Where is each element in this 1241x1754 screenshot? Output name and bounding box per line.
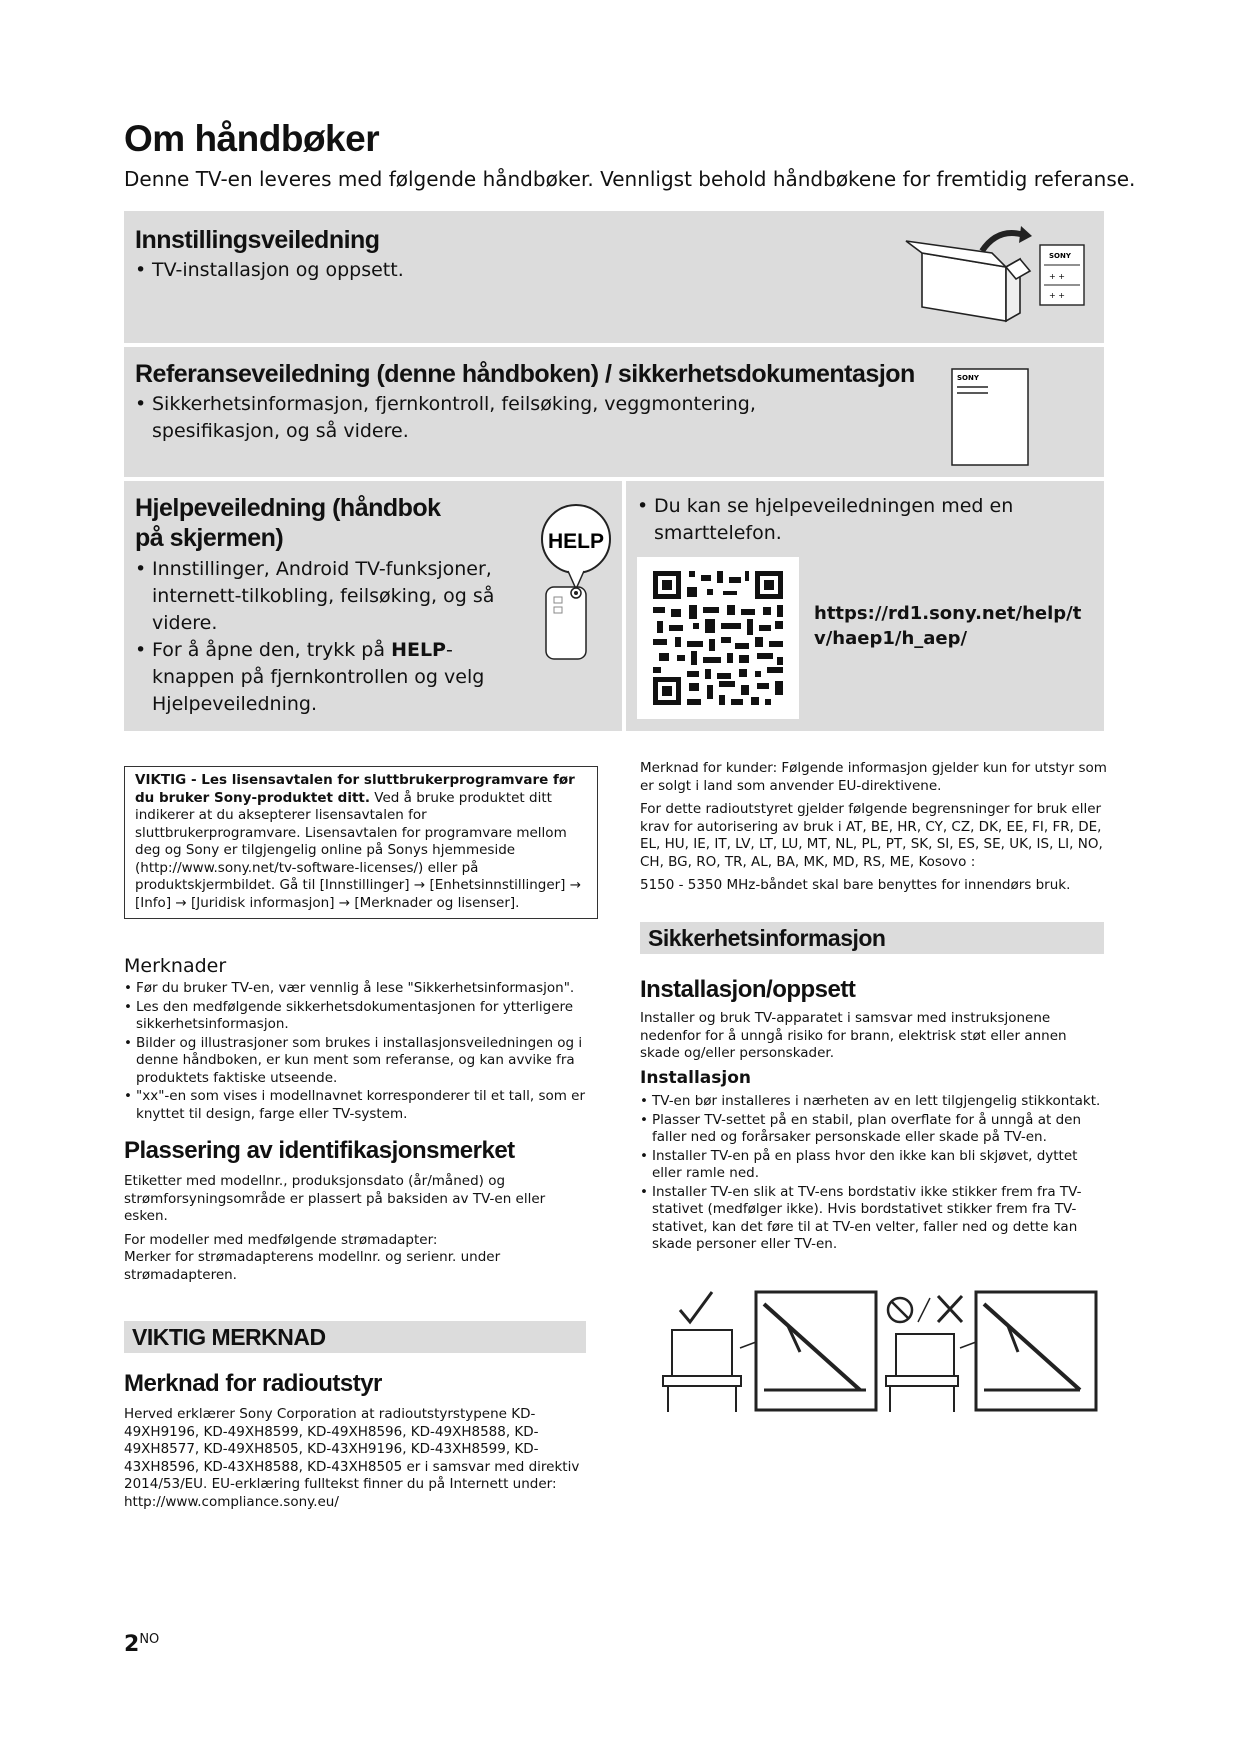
list-item: • Les den medfølgende sikkerhetsdokumentasjonen for ytterligere sikkerhetsinformasjon.: [124, 999, 594, 1034]
page-intro: Denne TV-en leveres med følgende håndbøker. Vennligst behold håndbøkene for fremtidig referanse.: [124, 167, 1136, 191]
license-notice-bold: VIKTIG - Les lisensavtalen for sluttbrukerprogramvare før du bruker Sony-produktet ditt.: [135, 772, 575, 806]
check-icon: [680, 1292, 712, 1322]
id-label-text: [124, 1173, 584, 1290]
list-item: • Sikkerhetsinformasjon, fjernkontroll, feilsøking, veggmontering, spesifikasjon, og så videre.: [135, 391, 795, 445]
smartphone-list: [637, 493, 1037, 547]
list-item: • Plasser TV-settet på en stabil, plan overflate for å unngå at den faller ned og forårsaker personskade eller skade på TV-en.: [640, 1112, 1104, 1147]
help-url[interactable]: https://rd1.sony.net/help/tv/haep1/h_aep/: [814, 603, 1082, 649]
id-label-paragraph: Etiketter med modellnr., produksjonsdato (år/måned) og strømforsyningsområde er plassert på baksiden av TV-en eller esken.: [124, 1173, 546, 1224]
list-item: • Installer TV-en på en plass hvor den ikke kan bli skjøvet, dyttet eller ramle ned.: [640, 1148, 1104, 1183]
id-label-heading: Plassering av identifikasjonsmerket: [124, 1137, 515, 1164]
list-item: • Før du bruker TV-en, vær vennlig å lese "Sikkerhetsinformasjon".: [124, 980, 594, 998]
help-key-label: HELP: [391, 639, 446, 661]
qr-code: [637, 557, 799, 719]
install-setup-heading: Installasjon/oppsett: [640, 976, 856, 1003]
page-number: [124, 1632, 159, 1657]
list-item: • "xx"-en som vises i modellnavnet korresponderer til et tall, som er knyttet til design, farge eller TV-system.: [124, 1088, 594, 1123]
eu-paragraph: For dette radioutstyret gjelder følgende begrensninger for bruk eller krav for autorisering av bruk i AT, BE, HR, CY, CZ, DK, EE, FI, FR, DE, EL, HU, IE, IT, LV, LT, LU, MT, NL, PL, PT, SK, SI, ES, SE, UK, IS, LI, NO, CH, BG, RO, TR, AL, BA, MK, MD, RS, ME, Kosovo :: [640, 801, 1103, 870]
tv-box-illustration: [904, 223, 1089, 333]
smartphone-panel: [626, 481, 1104, 731]
eu-paragraph: 5150 - 5350 MHz-båndet skal bare benyttes for innendørs bruk.: [640, 877, 1071, 893]
list-item: • Innstillinger, Android TV-funksjoner, internett-tilkobling, feilsøking, og så videre.: [135, 556, 515, 637]
help-guide-panel: [124, 481, 622, 731]
remote-help-illustration: [534, 501, 620, 661]
page-number-suffix: NO: [139, 1632, 160, 1647]
install-setup-text: Installer og bruk TV-apparatet i samsvar med instruksjonene nedenfor for å unngå risiko for brann, elektrisk støt eller annen skade og/eller personskader.: [640, 1010, 1067, 1061]
radio-heading: Merknad for radioutstyr: [124, 1370, 382, 1397]
manual-document-icon: [950, 367, 1030, 467]
help-guide-title: Hjelpeveiledning (håndbok på skjermen): [135, 494, 441, 552]
reference-guide-title: Referanseveiledning (denne håndboken) / sikkerhetsdokumentasjon: [135, 360, 915, 388]
eu-notice: [640, 760, 1110, 901]
id-label-paragraph: Merker for strømadapterens modellnr. og serienr. under strømadapteren.: [124, 1249, 501, 1283]
id-label-paragraph: For modeller med medfølgende strømadapter:: [124, 1231, 438, 1248]
list-item: • Installer TV-en slik at TV-ens bordstativ ikke stikker frem fra TV-stativet (medfølger ikke). Hvis bordstativet stikker frem fra TV-stativet, kan det føre til at TV-en velter, faller ned og dette kan skade personer eller TV-en.: [640, 1184, 1104, 1254]
tv-stand-placement-illustration: [660, 1290, 1100, 1416]
help-badge: HELP: [547, 530, 605, 553]
svg-text:+ +: + +: [1049, 291, 1065, 300]
license-notice-box: [124, 766, 598, 919]
svg-text:+ +: + +: [1049, 272, 1065, 281]
help-guide-list: [135, 556, 515, 718]
sony-logo: SONY: [1049, 252, 1071, 260]
list-item: • Bilder og illustrasjoner som brukes i installasjonsveiledningen og i denne håndboken, er kun ment som referanse, og kan avvike fra produktets faktiske utseende.: [124, 1035, 594, 1088]
list-item: • Du kan se hjelpeveiledningen med en smarttelefon.: [637, 493, 1037, 547]
reference-guide-panel: [124, 347, 1104, 477]
setup-guide-list: [135, 257, 735, 284]
installation-heading: Installasjon: [640, 1068, 751, 1088]
safety-info-bar: [640, 922, 1104, 954]
page-title: Om håndbøker: [124, 118, 380, 159]
safety-info-heading: Sikkerhetsinformasjon: [648, 925, 886, 951]
page-number-value: 2: [124, 1632, 140, 1657]
setup-guide-panel: [124, 211, 1104, 343]
notes-title: Merknader: [124, 955, 227, 977]
sony-logo: SONY: [957, 374, 979, 382]
list-item: • For å åpne den, trykk på HELP-knappen på fjernkontrollen og velg Hjelpeveiledning.: [135, 637, 515, 718]
important-notice-bar: [124, 1321, 586, 1353]
eu-paragraph: Merknad for kunder: Følgende informasjon gjelder kun for utstyr som er solgt i land som anvender EU-direktivene.: [640, 760, 1107, 794]
list-item: • TV-installasjon og oppsett.: [135, 257, 735, 284]
radio-text: Herved erklærer Sony Corporation at radioutstyrstypene KD-49XH9196, KD-49XH8599, KD-49XH8596, KD-49XH8588, KD-49XH8577, KD-49XH8505, KD-43XH9196, KD-43XH8599, KD-43XH8596, KD-43XH8588, KD-43XH8505 er i samsvar med direktiv 2014/53/EU. EU-erklæring fulltekst finner du på Internett under: http://www.compliance.sony.eu/: [124, 1406, 580, 1510]
notes-list: [124, 980, 594, 1124]
important-notice-heading: VIKTIG MERKNAD: [132, 1324, 326, 1350]
list-item: • TV-en bør installeres i nærheten av en lett tilgjengelig stikkontakt.: [640, 1093, 1104, 1111]
reference-guide-list: [135, 391, 795, 445]
setup-guide-title: Innstillingsveiledning: [135, 226, 380, 254]
cross-icon: [938, 1296, 962, 1322]
license-notice-text: Ved å bruke produktet ditt indikerer at du aksepterer lisensavtalen for sluttbrukerprogramvare. Lisensavtalen for programvare mellom deg og Sony er tilgjengelig online på Sonys hjemmeside (http://www.sony.net/tv-software-licenses/) eller på produktskjermbildet. Gå til [Innstillinger] → [Enhetsinnstillinger] → [Info] → [Juridisk informasjon] → [Merknader og lisenser].: [135, 789, 582, 911]
installation-list: [640, 1093, 1104, 1255]
